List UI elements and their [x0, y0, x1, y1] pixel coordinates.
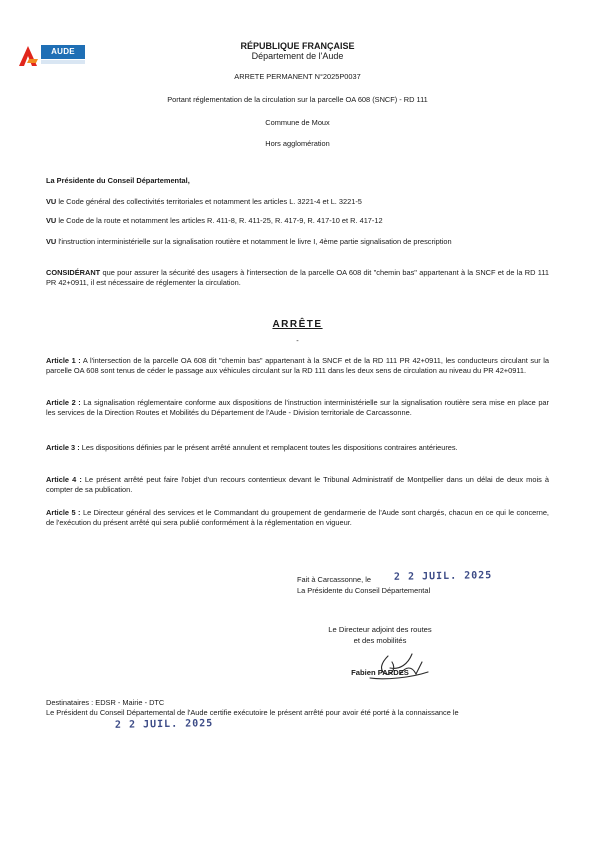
- article-text: Les dispositions définies par le présent arrêté annulent et remplacent toutes les dispositions contraires antérieures.: [79, 443, 458, 452]
- certification-text: Le Président du Conseil Départemental de l'Aude certifie exécutoire le présent arrêté pour avoir été porté à la connaissance le: [46, 708, 459, 717]
- president-heading: La Présidente du Conseil Départemental,: [46, 176, 190, 185]
- vu-text: le Code de la route et notamment les articles R. 411-8, R. 411-25, R. 417-9, R. 417-10 et R. 417-12: [56, 216, 383, 225]
- article-text: Le Directeur général des services et le Commandant du groupement de gendarmerie de l'Aude sont chargés, chacun en ce qui le concerne, de l'exécution du présent arrêté qui sera publié conformément à la réglementation en vigueur.: [46, 508, 549, 528]
- vu-text: l'instruction interministérielle sur la signalisation routière et notamment le livre I, 4ème partie signalisation de prescription: [56, 237, 452, 246]
- vu-label: VU: [46, 237, 57, 246]
- recipients: Destinataires : EDSR - Mairie - DTC: [46, 698, 165, 707]
- header-republic: RÉPUBLIQUE FRANÇAISE: [240, 41, 355, 51]
- vu-paragraph-1: [46, 197, 549, 207]
- president-title: La Présidente du Conseil Départemental: [297, 586, 431, 595]
- article-2: [46, 398, 549, 418]
- article-5: [46, 508, 549, 528]
- article-text: La signalisation réglementaire conforme aux dispositions de l'instruction interministérielle sur la signalisation routière sera mise en place par les services de la Direction Routes et Mobilités du Département de l'Aude - Division territoriale de Carcassonne.: [46, 398, 549, 418]
- arrete-reference: ARRETE PERMANENT N°2025P0037: [234, 72, 361, 81]
- article-text: Le présent arrêté peut faire l'objet d'un recours contentieux devant le Tribunal Administratif de Montpellier dans un délai de deux mois à compter de sa publication.: [46, 475, 550, 495]
- article-label: Article 5 :: [46, 508, 81, 517]
- certification-date-stamp: 2 2 JUIL. 2025: [114, 718, 214, 731]
- considerant-label: CONSIDÉRANT: [46, 268, 101, 277]
- logo-brand-text: AUDE: [41, 45, 85, 59]
- article-label: Article 4 :: [46, 475, 82, 484]
- arrete-dash: -: [296, 336, 299, 345]
- article-4: [46, 475, 549, 495]
- header-department: Département de l'Aude: [251, 51, 344, 61]
- article-1: [46, 356, 549, 376]
- article-label: Article 2 :: [46, 398, 81, 407]
- article-label: Article 1 :: [46, 356, 81, 365]
- date-stamp: 2 2 JUIL. 2025: [393, 570, 493, 583]
- article-label: Article 3 :: [46, 443, 80, 452]
- delegation-line-1: Le Directeur adjoint des routes: [328, 625, 432, 634]
- delegation-line-2: et des mobilités: [353, 636, 407, 645]
- commune-name: Commune de Moux: [265, 118, 330, 127]
- article-text: A l'intersection de la parcelle OA 608 dit "chemin bas" appartenant à la SNCF et de la RD 111 PR 42+0911, les conducteurs circulant sur la parcelle OA 608 sont tenus de céder le passage aux véhicules circulant sur la RD 111 dans les deux sens de circulation au niveau du PR 42+0911.: [46, 356, 549, 376]
- arrete-title: ARRÊTE: [272, 319, 323, 330]
- signatory-name: Fabien PARDES: [351, 668, 409, 677]
- arrete-subject: Portant réglementation de la circulation sur la parcelle OA 608 (SNCF) - RD 111: [167, 95, 428, 104]
- vu-paragraph-2: [46, 216, 549, 226]
- vu-text: le Code général des collectivités territoriales et notamment les articles L. 3221-4 et L. 3221-5: [56, 197, 362, 206]
- considerant-paragraph: [46, 268, 549, 288]
- considerant-text: que pour assurer la sécurité des usagers à l'intersection de la parcelle OA 608 dit "chemin bas" appartenant à la SNCF et de la RD 111 PR 42+0911, il est nécessaire de réglementer la circulation.: [46, 268, 549, 288]
- vu-label: VU: [46, 216, 57, 225]
- vu-paragraph-3: [46, 237, 549, 247]
- signature-place: Fait à Carcassonne, le: [297, 575, 371, 584]
- article-3: [46, 443, 549, 453]
- vu-label: VU: [46, 197, 57, 206]
- zone-label: Hors agglomération: [265, 139, 330, 148]
